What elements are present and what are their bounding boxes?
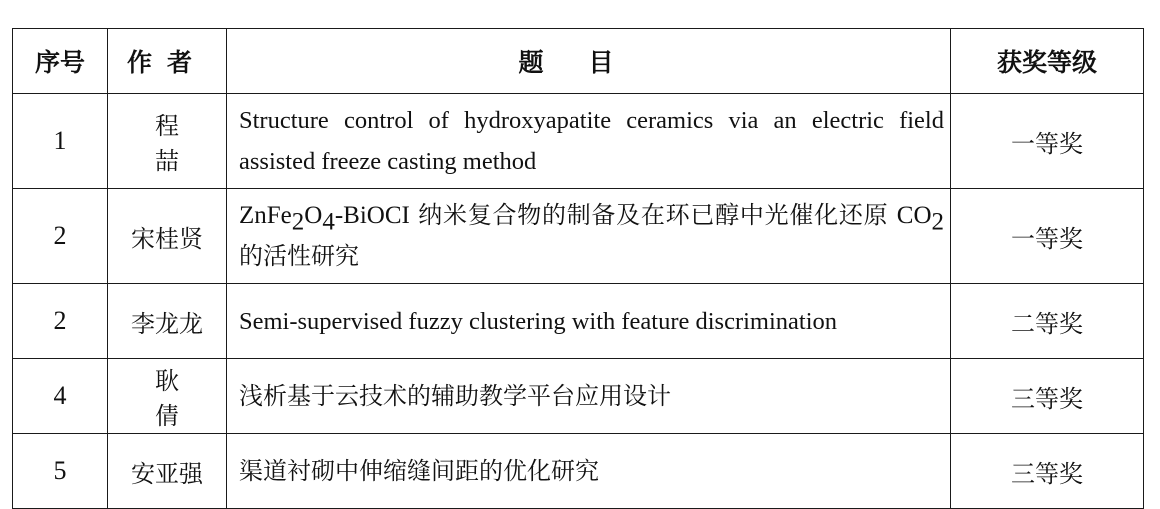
title-chem-bioci: -BiOCI: [334, 202, 410, 229]
row-title: 渠道衬砌中伸缩缝间距的优化研究: [227, 434, 951, 509]
title-chem-zn: ZnFe: [239, 202, 292, 229]
title-text: 的活性研究: [239, 242, 359, 270]
row-level: 二等奖: [951, 284, 1144, 359]
table-header-row: [13, 29, 1144, 94]
row-seq: 2: [13, 284, 108, 359]
row-author: 李龙龙: [108, 284, 227, 359]
row-level: 一等奖: [951, 189, 1144, 284]
header-level: 获奖等级: [951, 29, 1144, 94]
title-chem-co: CO: [896, 202, 932, 229]
row-seq: 2: [13, 189, 108, 284]
row-author: 耿倩: [108, 359, 227, 434]
row-seq: 5: [13, 434, 108, 509]
row-author: 安亚强: [108, 434, 227, 509]
header-title: 题目: [227, 29, 951, 94]
table-row: [13, 359, 1144, 434]
row-level: 三等奖: [951, 434, 1144, 509]
row-title: 浅析基于云技术的辅助教学平台应用设计: [227, 359, 951, 434]
title-sub: 2: [291, 208, 305, 236]
header-seq: 序号: [13, 29, 108, 94]
row-title: Structure control of hydroxyapatite ceramics via an electric field assisted freeze casting method: [227, 94, 951, 189]
table-row: [13, 434, 1144, 509]
row-author: 程喆: [108, 94, 227, 189]
title-text: 纳米复合物的制备及在环已醇中光催化还原: [409, 201, 897, 229]
table-row: [13, 94, 1144, 189]
awards-table: [12, 28, 1144, 509]
row-level: 三等奖: [951, 359, 1144, 434]
header-author: 作者: [108, 29, 227, 94]
title-sub: 2: [931, 208, 944, 236]
table-row: [13, 189, 1144, 284]
table-row: [13, 284, 1144, 359]
row-title: [227, 189, 951, 284]
title-chem-o: O: [304, 202, 323, 229]
title-sub: 4: [322, 208, 335, 236]
row-level: 一等奖: [951, 94, 1144, 189]
row-seq: 1: [13, 94, 108, 189]
row-seq: 4: [13, 359, 108, 434]
row-title: Semi-supervised fuzzy clustering with feature discrimination: [227, 284, 951, 359]
row-author: 宋桂贤: [108, 189, 227, 284]
